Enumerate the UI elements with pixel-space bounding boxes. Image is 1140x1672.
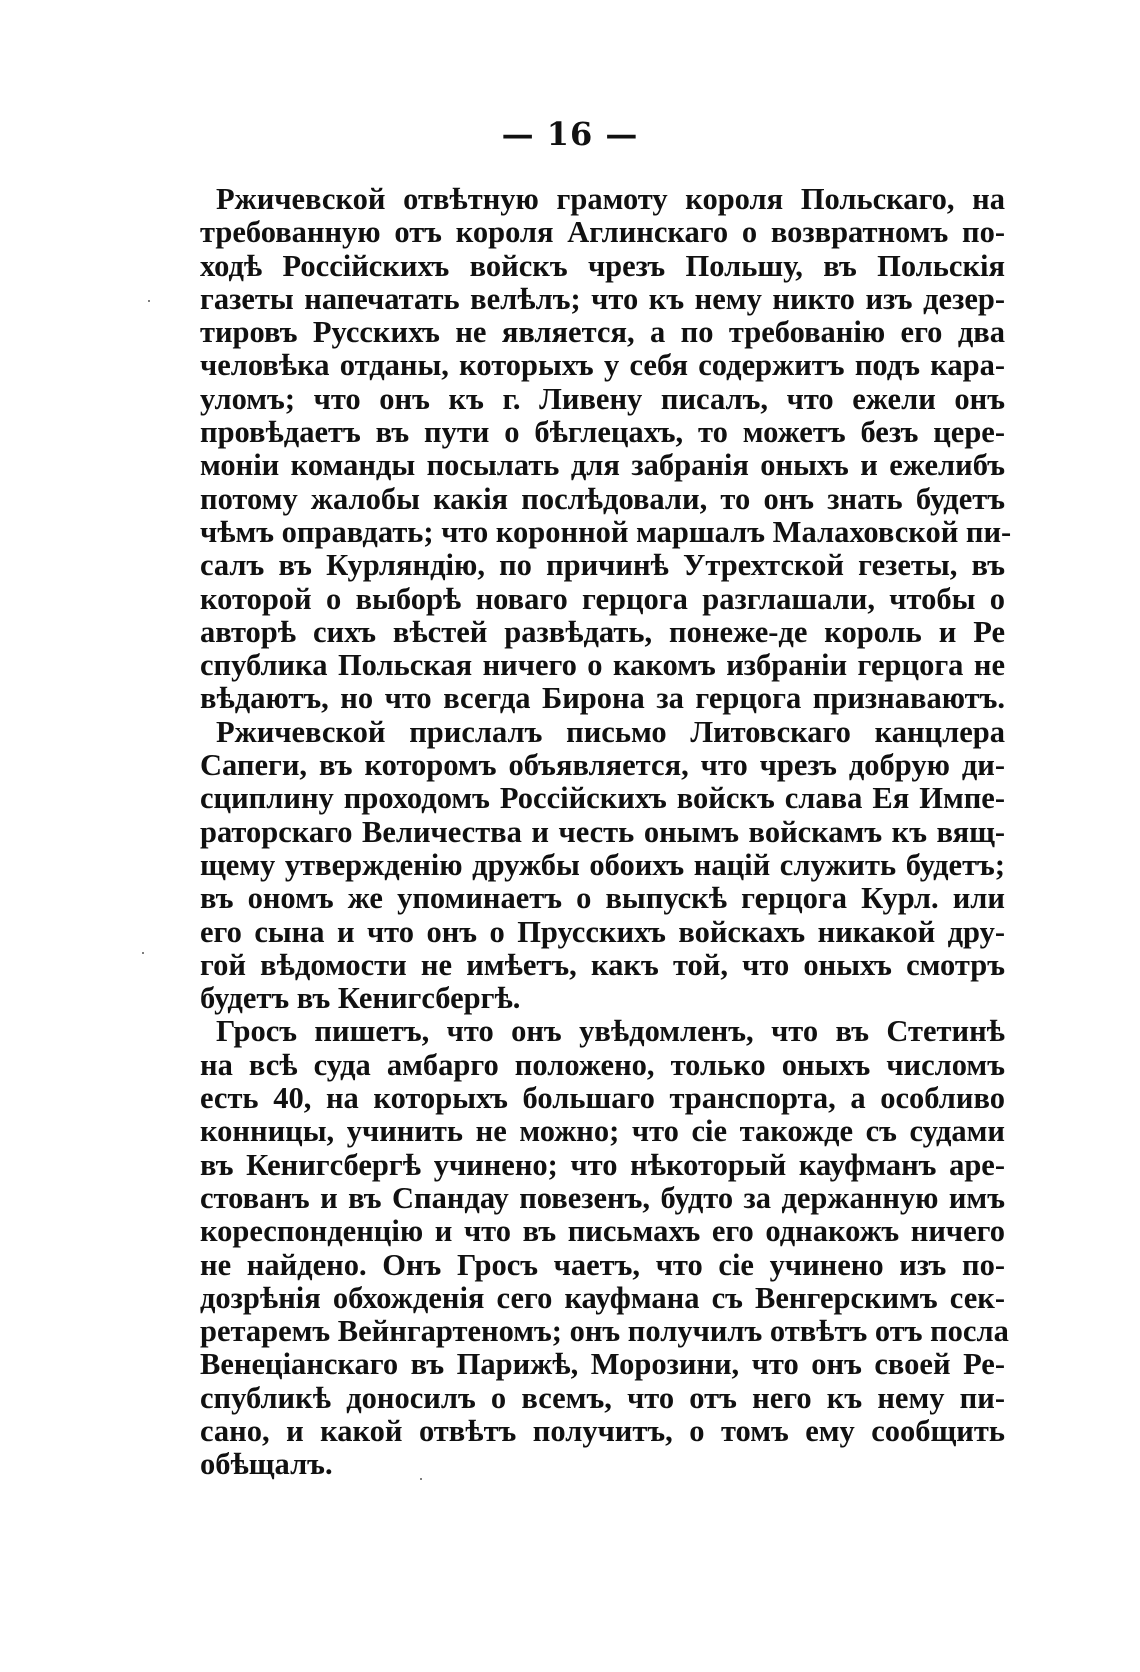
text-line: ходѣ Россійскихъ войскъ чрезъ Польшу, въ Польскія	[200, 248, 1005, 283]
text-line: на всѣ суда амбарго положено, только оныхъ числомъ	[200, 1047, 1005, 1082]
text-line: чѣмъ оправдать; что коронной маршалъ Малаховской пи-	[200, 514, 1012, 549]
text-line: моніи команды посылать для забранія оныхъ и ежелибъ	[200, 448, 1005, 483]
text-line: вѣдаютъ, но что всегда Бирона за герцога признаваютъ.	[200, 681, 1005, 716]
text-line: кореспонденцію и что въ письмахъ его однакожъ ничего	[200, 1214, 1005, 1249]
text-line: въ ономъ же упоминаетъ о выпускѣ герцога Курл. или	[200, 881, 1005, 916]
text-line: сциплину проходомъ Россійскихъ войскъ слава Ея Импе-	[200, 781, 1005, 816]
text-line: тировъ Русскихъ не является, а по требованію его два	[200, 315, 1005, 350]
text-line: въ Кенигсбергѣ учинено; что нѣкоторый кауфманъ аре-	[200, 1147, 1005, 1182]
page-number: — 16 —	[501, 115, 639, 153]
text-line: стованъ и въ Спандау повезенъ, будто за держанную имъ	[200, 1180, 1005, 1215]
text-line: потому жалобы какія послѣдовали, то онъ знать будетъ	[200, 481, 1005, 516]
paragraph-2	[200, 716, 1005, 1016]
text-line: авторѣ сихъ вѣстей развѣдать, понеже-де король и Ре	[200, 614, 1005, 649]
paragraph-3	[200, 1014, 1009, 1482]
text-line: раторскаго Величества и честь онымъ войскамъ къ вящ-	[200, 814, 1005, 849]
text-line: провѣдаетъ въ пути о бѣглецахъ, то можетъ безъ цере-	[200, 415, 1005, 450]
text-line: не найдено. Онъ Гросъ чаетъ, что сіе учинено изъ по-	[200, 1247, 1005, 1282]
text-line: Ржичевской отвѣтную грамоту короля Польскаго, на	[216, 182, 1005, 216]
text-line: есть 40, на которыхъ большаго транспорта, а особливо	[200, 1081, 1005, 1116]
text-line: спублика Польская ничего о какомъ избраніи герцога не	[200, 648, 1005, 683]
text-line: Венеціанскаго въ Парижѣ, Морозини, что онъ своей Ре-	[200, 1347, 1005, 1382]
text-line: салъ въ Курляндію, по причинѣ Утрехтской гезеты, въ	[200, 548, 1005, 583]
scan-speck	[142, 952, 144, 954]
scan-speck	[148, 300, 150, 302]
text-line: гой вѣдомости не имѣетъ, какъ той, что оныхъ смотръ	[200, 947, 1005, 982]
text-line: Гросъ пишетъ, что онъ увѣдомленъ, что въ Стетинѣ	[216, 1014, 1005, 1049]
paragraph-1	[200, 182, 1012, 716]
text-line: Сапеги, въ которомъ объявляется, что чрезъ добрую ди-	[200, 748, 1005, 783]
text-line: газеты напечатать велѣлъ; что къ нему никто изъ дезер-	[200, 281, 1005, 316]
text-line: обѣщалъ.	[200, 1447, 333, 1482]
text-line: спубликѣ доносилъ о всемъ, что отъ него къ нему пи-	[200, 1380, 1005, 1415]
text-line: конницы, учинить не можно; что сіе такожде съ судами	[200, 1114, 1005, 1149]
text-line: требованную отъ короля Аглинскаго о возвратномъ по-	[200, 215, 1005, 250]
text-line: будетъ въ Кенигсбергѣ.	[200, 981, 521, 1016]
body-text	[200, 182, 1012, 1482]
text-line: человѣка отданы, которыхъ у себя содержитъ подъ кара-	[200, 348, 1005, 383]
text-line: сано, и какой отвѣтъ получитъ, о томъ ему сообщить	[200, 1413, 1005, 1448]
text-line: ретаремъ Вейнгартеномъ; онъ получилъ отвѣтъ отъ посла	[200, 1314, 1009, 1349]
text-line: уломъ; что онъ къ г. Ливену писалъ, что ежели онъ	[200, 381, 1005, 416]
text-line: щему утвержденію дружбы обоихъ націй служить будетъ;	[200, 847, 1005, 882]
scan-speck	[420, 1478, 422, 1480]
text-line: которой о выборѣ новаго герцога разглашали, чтобы о	[200, 581, 1005, 616]
text-line: его сына и что онъ о Прусскихъ войскахъ никакой дру-	[200, 914, 1005, 949]
text-line: дозрѣнія обхожденія сего кауфмана съ Венгерскимъ сек-	[200, 1280, 1005, 1315]
text-line: Ржичевской прислалъ письмо Литовскаго канцлера	[216, 714, 1005, 749]
